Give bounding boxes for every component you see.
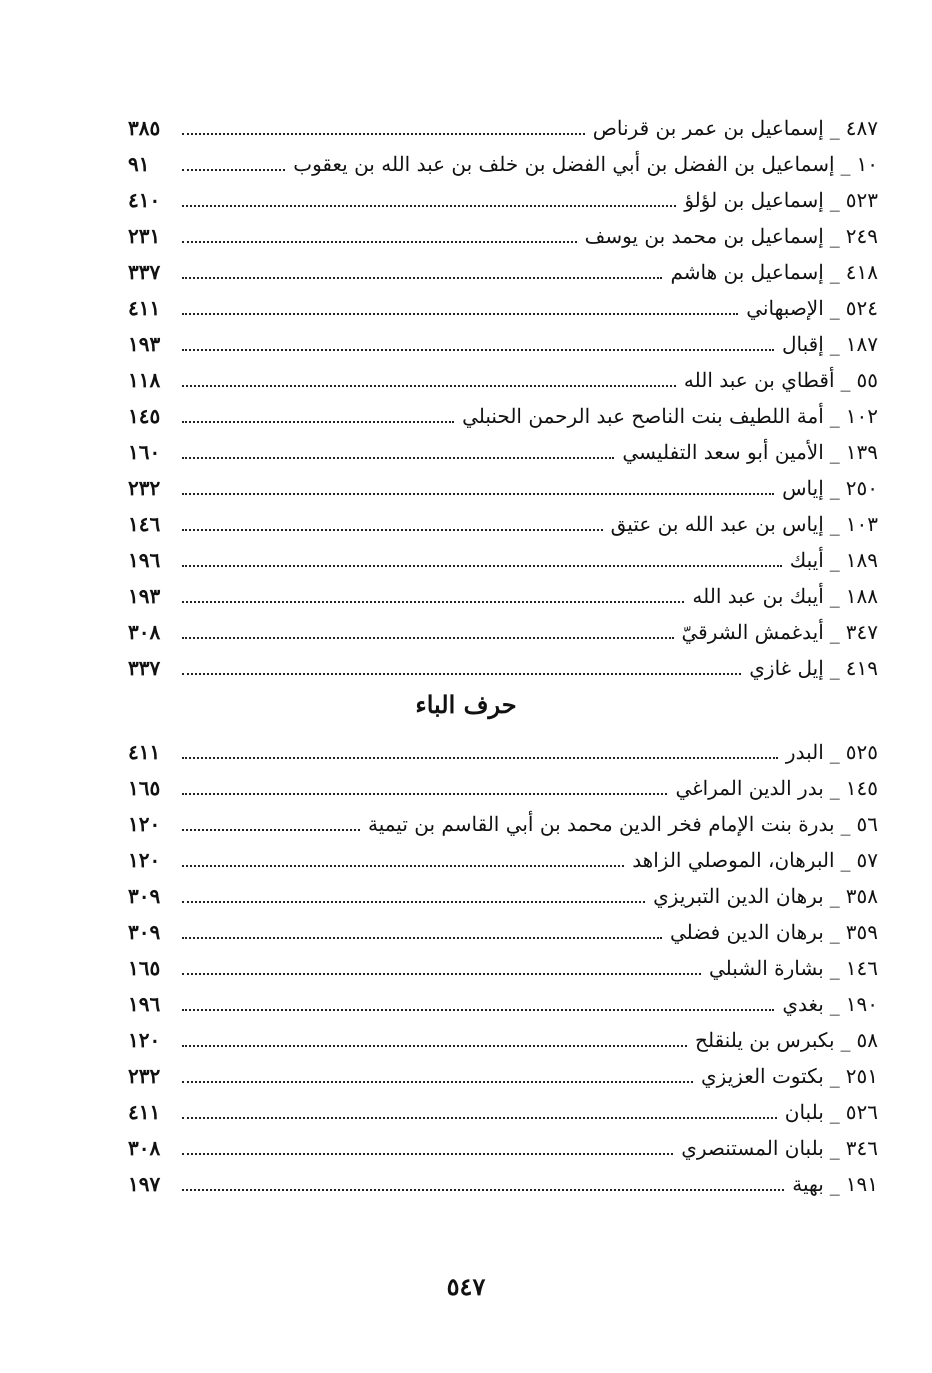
entry-page-ref: ١٢٠ bbox=[128, 848, 161, 872]
entry-number: ٥٢٤ bbox=[845, 296, 878, 320]
entry-name: بكبرس بن يلنقلح bbox=[695, 1028, 835, 1052]
index-entry bbox=[128, 1058, 878, 1094]
entry-dash: _ bbox=[829, 992, 840, 1016]
entry-dash: _ bbox=[829, 476, 840, 500]
index-entry bbox=[128, 434, 878, 470]
entry-page-ref: ١٩٦ bbox=[128, 992, 161, 1016]
entry-dash: _ bbox=[829, 620, 840, 644]
entry-page-ref: ١٩٣ bbox=[128, 584, 161, 608]
entry-name: إسماعيل بن لؤلؤ bbox=[684, 188, 824, 212]
index-entry bbox=[128, 770, 878, 806]
entry-dash: _ bbox=[829, 440, 840, 464]
index-entry bbox=[128, 950, 878, 986]
entry-dash: _ bbox=[829, 296, 840, 320]
entry-name: بلبان المستنصري bbox=[681, 1136, 824, 1160]
index-entry bbox=[128, 842, 878, 878]
index-entry bbox=[128, 1130, 878, 1166]
entry-name: بهية bbox=[792, 1172, 824, 1196]
entry-page-ref: ٢٣١ bbox=[128, 224, 161, 248]
index-entry bbox=[128, 254, 878, 290]
dot-leader bbox=[182, 937, 662, 939]
entry-dash: _ bbox=[829, 1064, 840, 1088]
entry-page-ref: ١١٨ bbox=[128, 368, 161, 392]
entry-number: ٤٨٧ bbox=[845, 116, 878, 140]
entry-number: ٣٤٧ bbox=[845, 620, 878, 644]
entry-name: البدر bbox=[785, 740, 824, 764]
dot-leader bbox=[182, 1009, 774, 1011]
dot-leader bbox=[182, 793, 667, 795]
entry-name: أيبك بن عبد الله bbox=[692, 584, 824, 608]
entry-number: ١٠٣ bbox=[845, 512, 878, 536]
index-entry bbox=[128, 1094, 878, 1130]
index-entry bbox=[128, 1022, 878, 1058]
entry-page-ref: ١٩٧ bbox=[128, 1172, 161, 1196]
index-entry bbox=[128, 218, 878, 254]
entry-dash: _ bbox=[829, 1172, 840, 1196]
entry-dash: _ bbox=[829, 740, 840, 764]
index-entry bbox=[128, 290, 878, 326]
dot-leader bbox=[182, 601, 684, 603]
entry-name: إياس bbox=[782, 476, 824, 500]
dot-leader bbox=[182, 637, 674, 639]
dot-leader bbox=[182, 169, 285, 171]
entry-name: أقطاي بن عبد الله bbox=[683, 368, 835, 392]
entry-name: بكتوت العزيزي bbox=[701, 1064, 824, 1088]
entry-name: إياس بن عبد الله بن عتيق bbox=[610, 512, 824, 536]
entry-number: ٥٢٣ bbox=[845, 188, 878, 212]
entry-dash: _ bbox=[829, 188, 840, 212]
entry-number: ٥٨ bbox=[856, 1028, 878, 1052]
dot-leader bbox=[182, 865, 624, 867]
index-entry bbox=[128, 878, 878, 914]
dot-leader bbox=[182, 673, 741, 675]
index-entry bbox=[128, 614, 878, 650]
entry-number: ٥٢٥ bbox=[845, 740, 878, 764]
entry-name: أيبك bbox=[789, 548, 824, 572]
entry-page-ref: ٣٠٩ bbox=[128, 884, 161, 908]
entry-name: الأمين أبو سعد التفليسي bbox=[622, 440, 824, 464]
dot-leader bbox=[182, 457, 614, 459]
entry-dash: _ bbox=[840, 368, 851, 392]
dot-leader bbox=[182, 1189, 784, 1191]
entry-page-ref: ١٦٠ bbox=[128, 440, 161, 464]
entry-number: ٣٥٨ bbox=[845, 884, 878, 908]
entry-page-ref: ١٢٠ bbox=[128, 1028, 161, 1052]
entry-name: بغدي bbox=[782, 992, 824, 1016]
entry-name: إسماعيل بن الفضل بن أبي الفضل بن خلف بن عبد الله بن يعقوب bbox=[293, 152, 835, 176]
entry-page-ref: ١٩٦ bbox=[128, 548, 161, 572]
index-entry bbox=[128, 986, 878, 1022]
entry-number: ١٩٠ bbox=[845, 992, 878, 1016]
entry-name: بلبان bbox=[784, 1100, 824, 1124]
entry-dash: _ bbox=[829, 920, 840, 944]
entry-name: البرهان، الموصلي الزاهد bbox=[632, 848, 835, 872]
entry-dash: _ bbox=[840, 1028, 851, 1052]
entry-number: ٥٦ bbox=[856, 812, 878, 836]
dot-leader bbox=[182, 565, 782, 567]
index-entry bbox=[128, 806, 878, 842]
entry-dash: _ bbox=[829, 548, 840, 572]
dot-leader bbox=[182, 1153, 673, 1155]
entry-name: إسماعيل بن هاشم bbox=[670, 260, 824, 284]
entry-dash: _ bbox=[829, 1136, 840, 1160]
entry-name: بدر الدين المراغي bbox=[675, 776, 824, 800]
index-entry bbox=[128, 506, 878, 542]
entry-number: ١٨٧ bbox=[845, 332, 878, 356]
entry-page-ref: ٣٣٧ bbox=[128, 656, 161, 680]
dot-leader bbox=[182, 829, 360, 831]
entry-number: ١٨٨ bbox=[845, 584, 878, 608]
entry-name: بدرة بنت الإمام فخر الدين محمد بن أبي القاسم بن تيمية bbox=[367, 812, 835, 836]
entry-number: ٢٤٩ bbox=[845, 224, 878, 248]
index-entry bbox=[128, 1166, 878, 1202]
entry-page-ref: ١٤٥ bbox=[128, 404, 161, 428]
dot-leader bbox=[182, 757, 778, 759]
entry-name: أمة اللطيف بنت الناصح عبد الرحمن الحنبلي bbox=[462, 404, 824, 428]
entry-name: بشارة الشبلي bbox=[708, 956, 824, 980]
entry-number: ٥٥ bbox=[856, 368, 878, 392]
entry-dash: _ bbox=[829, 956, 840, 980]
index-entry bbox=[128, 326, 878, 362]
index-entry bbox=[128, 146, 878, 182]
entry-page-ref: ٤١١ bbox=[128, 1100, 161, 1124]
entry-name: برهان الدين التبريزي bbox=[653, 884, 824, 908]
entry-number: ٣٤٦ bbox=[845, 1136, 878, 1160]
dot-leader bbox=[182, 241, 577, 243]
entry-number: ٢٥٠ bbox=[845, 476, 878, 500]
entry-name: إسماعيل بن عمر بن قرناص bbox=[592, 116, 824, 140]
index-entry bbox=[128, 542, 878, 578]
entry-page-ref: ٤١٠ bbox=[128, 188, 161, 212]
index-entry bbox=[128, 110, 878, 146]
entry-page-ref: ١٦٥ bbox=[128, 776, 161, 800]
entry-page-ref: ٤١١ bbox=[128, 296, 161, 320]
entry-dash: _ bbox=[829, 260, 840, 284]
entry-dash: _ bbox=[829, 116, 840, 140]
entry-name: إيل غازي bbox=[749, 656, 824, 680]
entry-dash: _ bbox=[829, 584, 840, 608]
dot-leader bbox=[182, 277, 662, 279]
entry-list-ba bbox=[128, 734, 878, 1202]
entry-page-ref: ١٤٦ bbox=[128, 512, 161, 536]
entry-number: ١٣٩ bbox=[845, 440, 878, 464]
entry-name: برهان الدين فضلي bbox=[669, 920, 824, 944]
index-entry bbox=[128, 470, 878, 506]
entry-number: ٤١٩ bbox=[845, 656, 878, 680]
entry-page-ref: ٤١١ bbox=[128, 740, 161, 764]
index-entry bbox=[128, 362, 878, 398]
index-entry bbox=[128, 398, 878, 434]
entry-dash: _ bbox=[829, 1100, 840, 1124]
entry-page-ref: ٩١ bbox=[128, 152, 150, 176]
entry-dash: _ bbox=[829, 332, 840, 356]
entry-dash: _ bbox=[829, 512, 840, 536]
dot-leader bbox=[182, 421, 454, 423]
entry-page-ref: ١٩٣ bbox=[128, 332, 161, 356]
entry-list-alif bbox=[128, 110, 878, 686]
entry-dash: _ bbox=[829, 404, 840, 428]
entry-page-ref: ٣٨٥ bbox=[128, 116, 161, 140]
index-entry bbox=[128, 182, 878, 218]
entry-dash: _ bbox=[840, 812, 851, 836]
index-entry bbox=[128, 734, 878, 770]
entry-name: أيدغمش الشرقيّ bbox=[681, 620, 824, 644]
entry-page-ref: ٣٠٩ bbox=[128, 920, 161, 944]
entry-number: ١٩١ bbox=[845, 1172, 878, 1196]
entry-dash: _ bbox=[840, 152, 851, 176]
dot-leader bbox=[182, 529, 603, 531]
dot-leader bbox=[182, 493, 774, 495]
entry-dash: _ bbox=[829, 224, 840, 248]
dot-leader bbox=[182, 1045, 687, 1047]
entry-number: ١٤٥ bbox=[845, 776, 878, 800]
index-entry bbox=[128, 650, 878, 686]
dot-leader bbox=[182, 133, 585, 135]
dot-leader bbox=[182, 973, 701, 975]
section-heading: حرف الباء bbox=[415, 690, 517, 719]
entry-number: ٥٧ bbox=[856, 848, 878, 872]
entry-page-ref: ٣٠٨ bbox=[128, 620, 161, 644]
entry-dash: _ bbox=[829, 776, 840, 800]
entry-dash: _ bbox=[829, 656, 840, 680]
entry-page-ref: ٢٣٢ bbox=[128, 476, 161, 500]
page-number: ٥٤٧ bbox=[446, 1272, 486, 1301]
entry-number: ٥٢٦ bbox=[845, 1100, 878, 1124]
dot-leader bbox=[182, 205, 676, 207]
entry-name: إقبال bbox=[781, 332, 824, 356]
dot-leader bbox=[182, 901, 645, 903]
entry-number: ١٨٩ bbox=[845, 548, 878, 572]
entry-page-ref: ٣٣٧ bbox=[128, 260, 161, 284]
dot-leader bbox=[182, 1081, 693, 1083]
entry-page-ref: ٢٣٢ bbox=[128, 1064, 161, 1088]
entry-number: ١٠٢ bbox=[845, 404, 878, 428]
dot-leader bbox=[182, 313, 738, 315]
entry-page-ref: ١٢٠ bbox=[128, 812, 161, 836]
entry-number: ١٤٦ bbox=[845, 956, 878, 980]
entry-dash: _ bbox=[829, 884, 840, 908]
dot-leader bbox=[182, 1117, 777, 1119]
dot-leader bbox=[182, 349, 774, 351]
index-entry bbox=[128, 914, 878, 950]
entry-dash: _ bbox=[840, 848, 851, 872]
entry-number: ٢٥١ bbox=[845, 1064, 878, 1088]
entry-number: ٤١٨ bbox=[845, 260, 878, 284]
entry-name: إسماعيل بن محمد بن يوسف bbox=[584, 224, 824, 248]
entry-number: ٣٥٩ bbox=[845, 920, 878, 944]
entry-number: ١٠ bbox=[856, 152, 878, 176]
dot-leader bbox=[182, 385, 676, 387]
entry-page-ref: ٣٠٨ bbox=[128, 1136, 161, 1160]
entry-name: الإصبهاني bbox=[746, 296, 824, 320]
entry-page-ref: ١٦٥ bbox=[128, 956, 161, 980]
index-entry bbox=[128, 578, 878, 614]
